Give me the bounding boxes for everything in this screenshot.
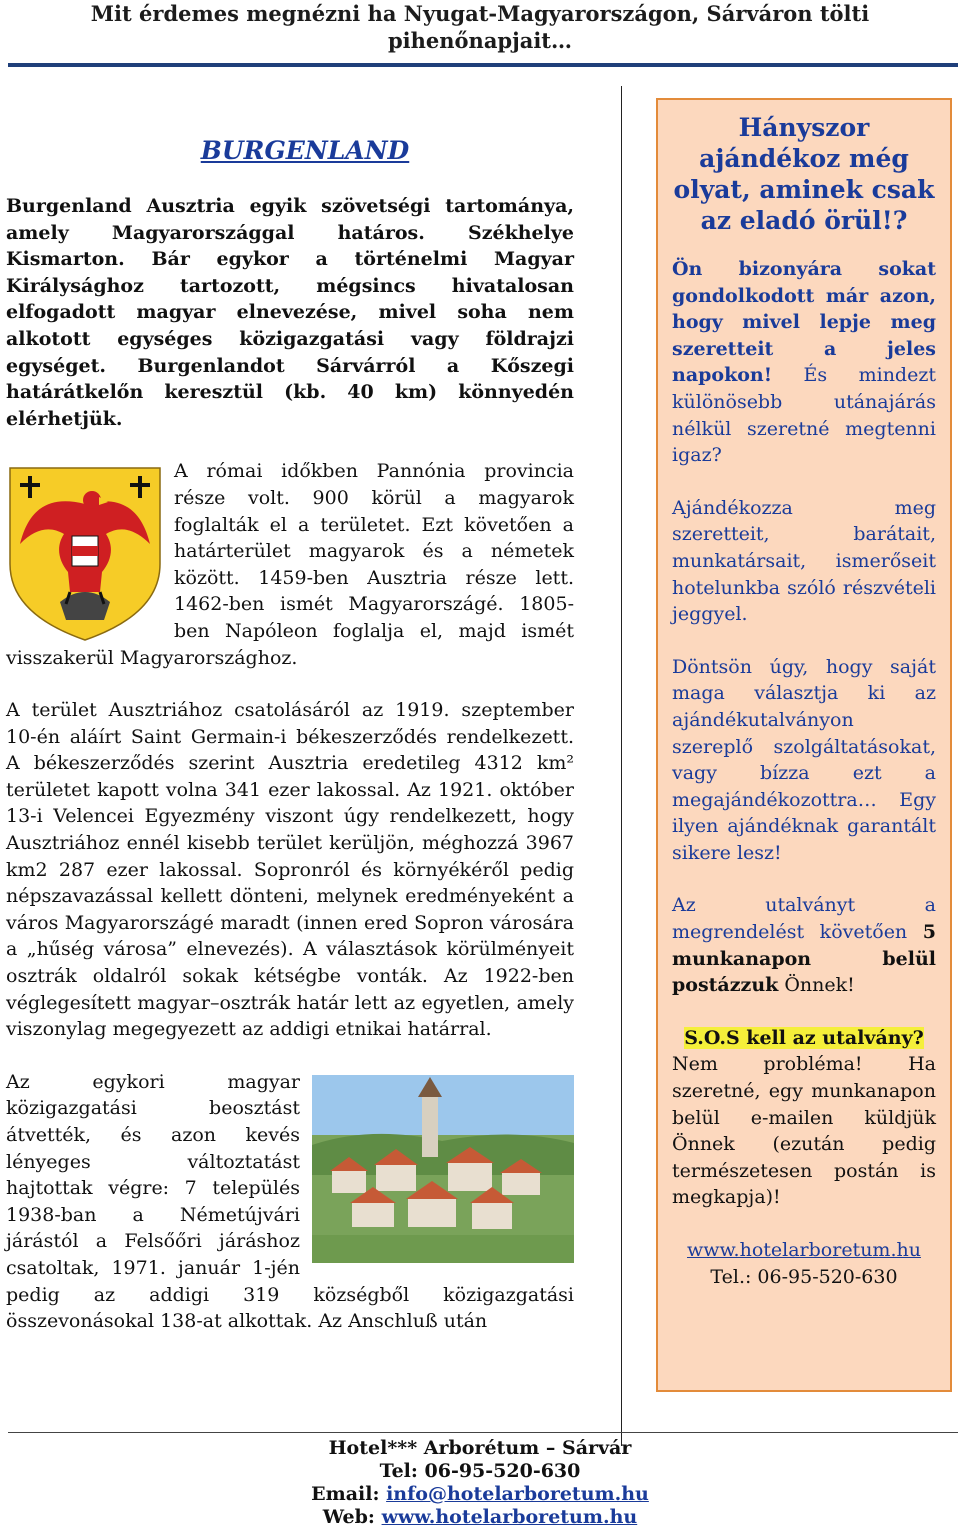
- footer-email-link[interactable]: info@hotelarboretum.hu: [386, 1483, 649, 1505]
- main-article: [6, 135, 574, 1335]
- sos-title-text: S.O.S kell az utalvány?: [684, 1026, 924, 1049]
- footer-tel: Tel: 06-95-520-630: [379, 1460, 581, 1482]
- coat-of-arms-icon: [6, 464, 164, 642]
- gift-voucher-sidebar: [656, 98, 952, 1392]
- sidebar-title: Hányszor ajándékoz még olyat, aminek csak az eladó örül!?: [673, 113, 935, 235]
- footer-web-label: Web:: [322, 1506, 382, 1528]
- header-rule: [8, 63, 958, 67]
- admin-paragraph: Az egykori magyar közigazgatási beosztást átvették, és azon kevés lényeges változtatást hajtottak végre: 7 település 1938-ban a Németújvári járástól a Felsőőri járáshoz csatoltak, 1971. január 1-jén pedig az addigi 319 községből közigazgatási összevonásokal 138-at alkottak. Az Anschluß után: [6, 1070, 574, 1333]
- sidebar-website-link[interactable]: www.hotelarboretum.hu: [687, 1239, 921, 1261]
- sos-title: [672, 1025, 936, 1052]
- section-title: BURGENLAND: [200, 136, 410, 165]
- footer-email-label: Email:: [311, 1483, 387, 1505]
- sidebar-p1-bold: Ön bizonyára sokat gondolkodott már azon, hogy mivel lepje meg szeretteit a jeles napokon!: [672, 258, 936, 387]
- footer-email-line: [0, 1483, 960, 1506]
- sidebar-p4-a: Az utalványt a megrendelést követően: [672, 894, 936, 944]
- footer-rule: [8, 1432, 958, 1433]
- column-divider: [621, 86, 622, 1446]
- town-photo: [312, 1075, 574, 1263]
- footer-web-link[interactable]: www.hotelarboretum.hu: [381, 1506, 638, 1528]
- footer-hotel: Hotel*** Arborétum – Sárvár: [328, 1437, 632, 1459]
- sidebar-p4-c: Önnek!: [778, 974, 855, 997]
- intro-paragraph: Burgenland Ausztria egyik szövetségi tartománya, amely Magyarországgal határos. Székhelye Kismarton. Bár egykor a történelmi Magyar Királysághoz tartozott, mégsincs hivatalosan elfogadott magyar elnevezése, mivel soha nem alkotott egységes közigazgatási vagy földrajzi egységet. Burgenlandot Sárvárról a Kőszegi határátkelőn keresztül (kb. 40 km) könnyedén elérhetjük.: [6, 195, 574, 430]
- page-header: [0, 0, 960, 54]
- footer-web-line: [0, 1506, 960, 1529]
- header-title-line1: Mit érdemes megnézni ha Nyugat-Magyarországon, Sárváron tölti: [90, 1, 870, 26]
- sidebar-paragraph-1: [672, 256, 936, 469]
- sidebar-paragraph-2: Ajándékozza meg szeretteit, barátait, munkatársait, ismerőseit hotelunkba szóló részvételi jeggyel.: [672, 496, 936, 626]
- treaty-paragraph: A terület Ausztriához csatolásáról az 1919. szeptember 10-én aláírt Saint Germain-i békeszerződés rendelkezett. A békeszerződés szerint Ausztria eredetileg 4312 km² területet kapott volna 341 ezer lakossal. Az 1921. október 13-i Velencei Egyezmény viszont úgy rendelkezett, hogy Ausztriához ennél kisebb terület kerüljön, méghozzá 3967 km2 287 ezer lakossal. Sopronról és környékéről pedig népszavazással kellett dönteni, melynek eredményeként a város Magyarországé maradt (innen ered Sopron városára a „hűség városa” elnevezés). A választások körülményeit osztrák oldalról sokak kétségbe vonták. Az 1922-ben véglegesített magyar–osztrák határ lett az egyetlen, amely viszonylag megegyezett az addigi etnikai határral.: [6, 699, 574, 1041]
- sidebar-website: [672, 1237, 936, 1264]
- sidebar-paragraph-5: Nem probléma! Ha szeretné, egy munkanapon belül e-mailen küldjük Önnek (ezután pedig természetesen postán is megkapja)!: [672, 1053, 936, 1209]
- header-title-line2: pihenőnapjait…: [387, 28, 572, 53]
- history-paragraph: A római időkben Pannónia provincia része volt. 900 körül a magyarok foglalták el a területet. Ezt követően a határterület magyarok és a németek között. 1459-ben Ausztria része lett. 1462-ben ismét Magyarországé. 1805-ben Napóleon foglalja el, majd ismét visszakerül Magyarországhoz.: [6, 460, 574, 669]
- sidebar-p1-rest: És mindezt különösebb utánajárás nélkül szeretné megtenni igaz?: [672, 364, 936, 467]
- sidebar-paragraph-3: Döntsön úgy, hogy saját maga választja ki az ajándékutalványon szereplő szolgáltatásokat, vagy bízza ezt a megajándékozottra… Egy ilyen ajándéknak garantált sikere lesz!: [672, 655, 936, 864]
- sidebar-paragraph-4: [672, 892, 936, 998]
- page-footer: [0, 1437, 960, 1529]
- sidebar-p4-b: 5 munkanapon belül postázzuk: [672, 921, 936, 997]
- sidebar-phone: Tel.: 06-95-520-630: [710, 1265, 898, 1288]
